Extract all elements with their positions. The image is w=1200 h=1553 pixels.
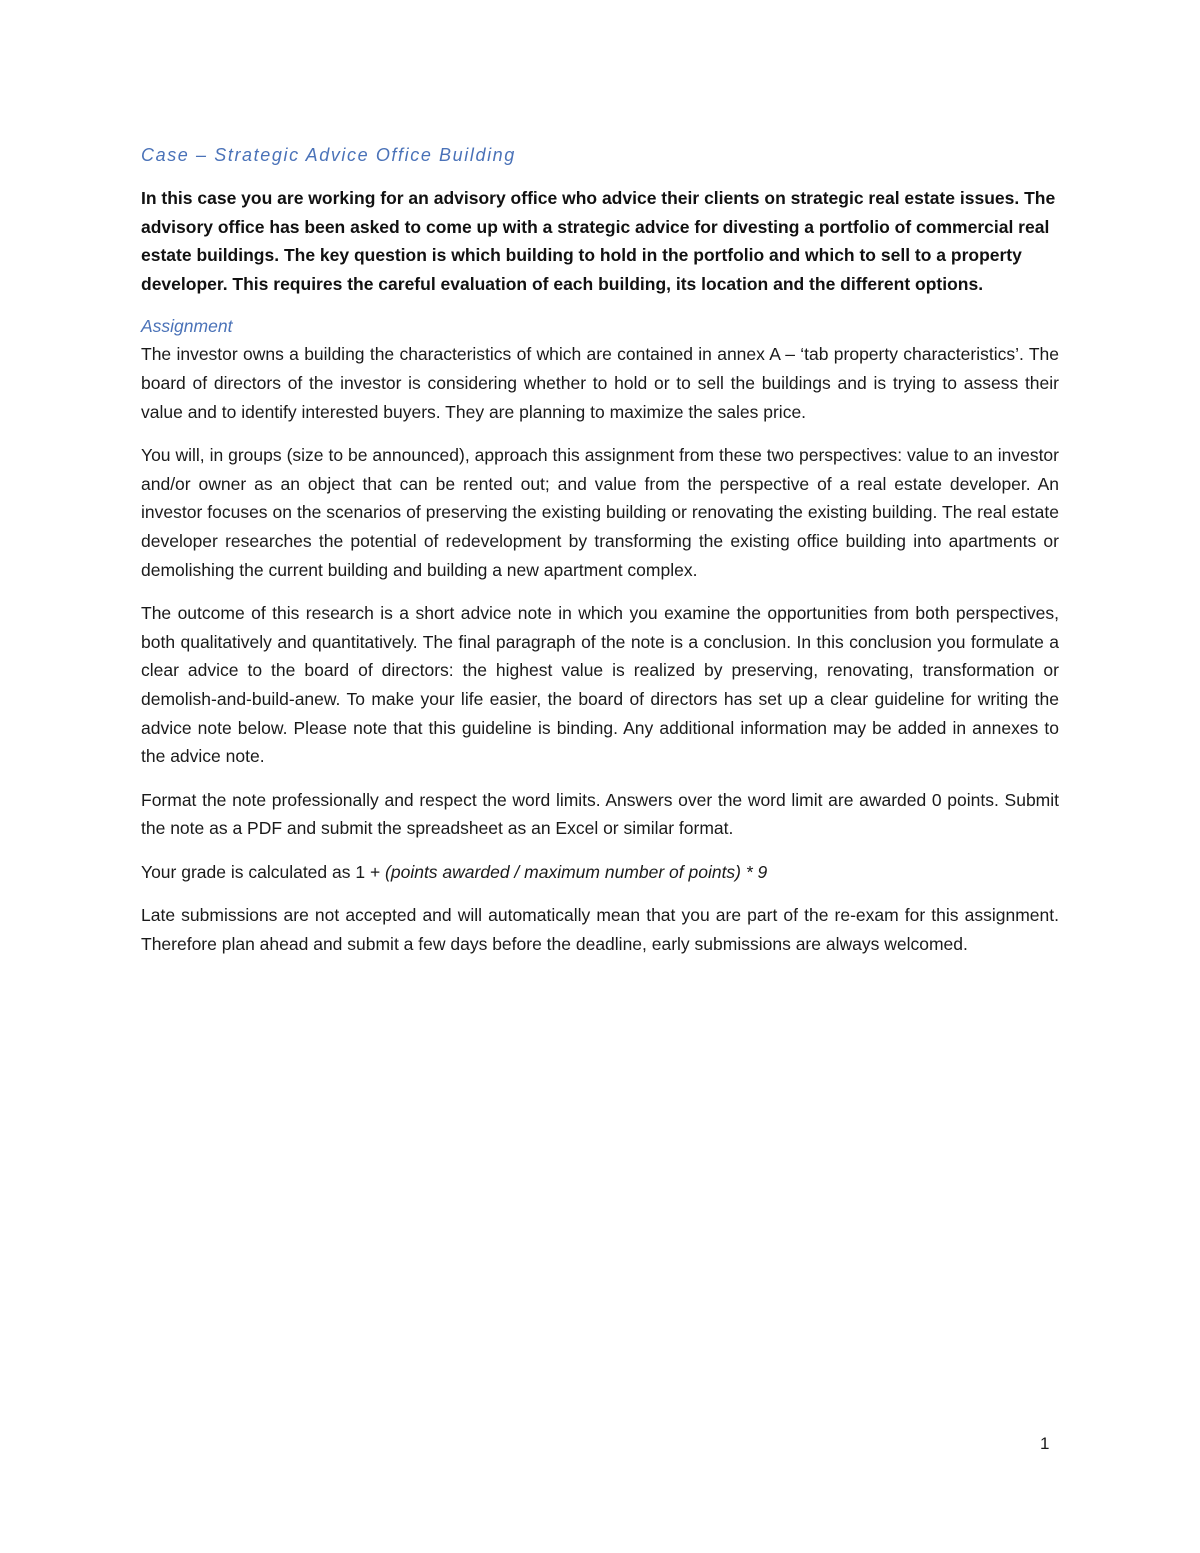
assignment-heading: Assignment [141,316,233,337]
assignment-paragraph-3: The outcome of this research is a short advice note in which you examine the opportunities from both perspectives, both qualitatively and quantitatively. The final paragraph of the note is a conclusion. In this conclusion you formulate a clear advice to the board of directors: the highest value is realized by preserving, renovating, transformation or demolish-and-build-anew. To make your life easier, the board of directors has set up a clear guideline for writing the advice note below. Please note that this guideline is binding. Any additional information may be added in annexes to the advice note. [141,603,1059,767]
assignment-paragraph-2: You will, in groups (size to be announced), approach this assignment from these two perspectives: value to an investor and/or owner as an object that can be rented out; and value from the perspective of a real estate developer. An investor focuses on the scenarios of preserving the existing building or renovating the existing building. The real estate developer researches the potential of redevelopment by transforming the existing office building into apartments or demolishing the current building and building a new apartment complex. [141,445,1059,580]
grade-prefix: Your grade is calculated as 1 + [141,861,386,882]
grade-paragraph [141,858,1059,887]
page-content [141,141,1059,974]
page-number: 1 [1040,1434,1050,1453]
case-title: Case – Strategic Advice Office Building [141,145,516,165]
grade-formula: (points awarded / maximum number of points) * 9 [385,861,768,882]
assignment-paragraph-1: The investor owns a building the characteristics of which are contained in annex A – ‘tab property characteristics’. The board of directors of the investor is considering whether to hold or to sell the buildings and is trying to assess their value and to identify interested buyers. They are planning to maximize the sales price. [141,344,1059,422]
format-paragraph: Format the note professionally and respect the word limits. Answers over the word limit are awarded 0 points. Submit the note as a PDF and submit the spreadsheet as an Excel or similar format. [141,789,1059,839]
late-submission-paragraph: Late submissions are not accepted and will automatically mean that you are part of the re-exam for this assignment. Therefore plan ahead and submit a few days before the deadline, early submissions are always welcomed. [141,905,1059,955]
intro-paragraph: In this case you are working for an advisory office who advice their clients on strategic real estate issues. The advisory office has been asked to come up with a strategic advice for divesting a portfolio of commercial real estate buildings. The key question is which building to hold in the portfolio and which to sell to a property developer. This requires the careful evaluation of each building, its location and the different options. [141,188,1056,294]
